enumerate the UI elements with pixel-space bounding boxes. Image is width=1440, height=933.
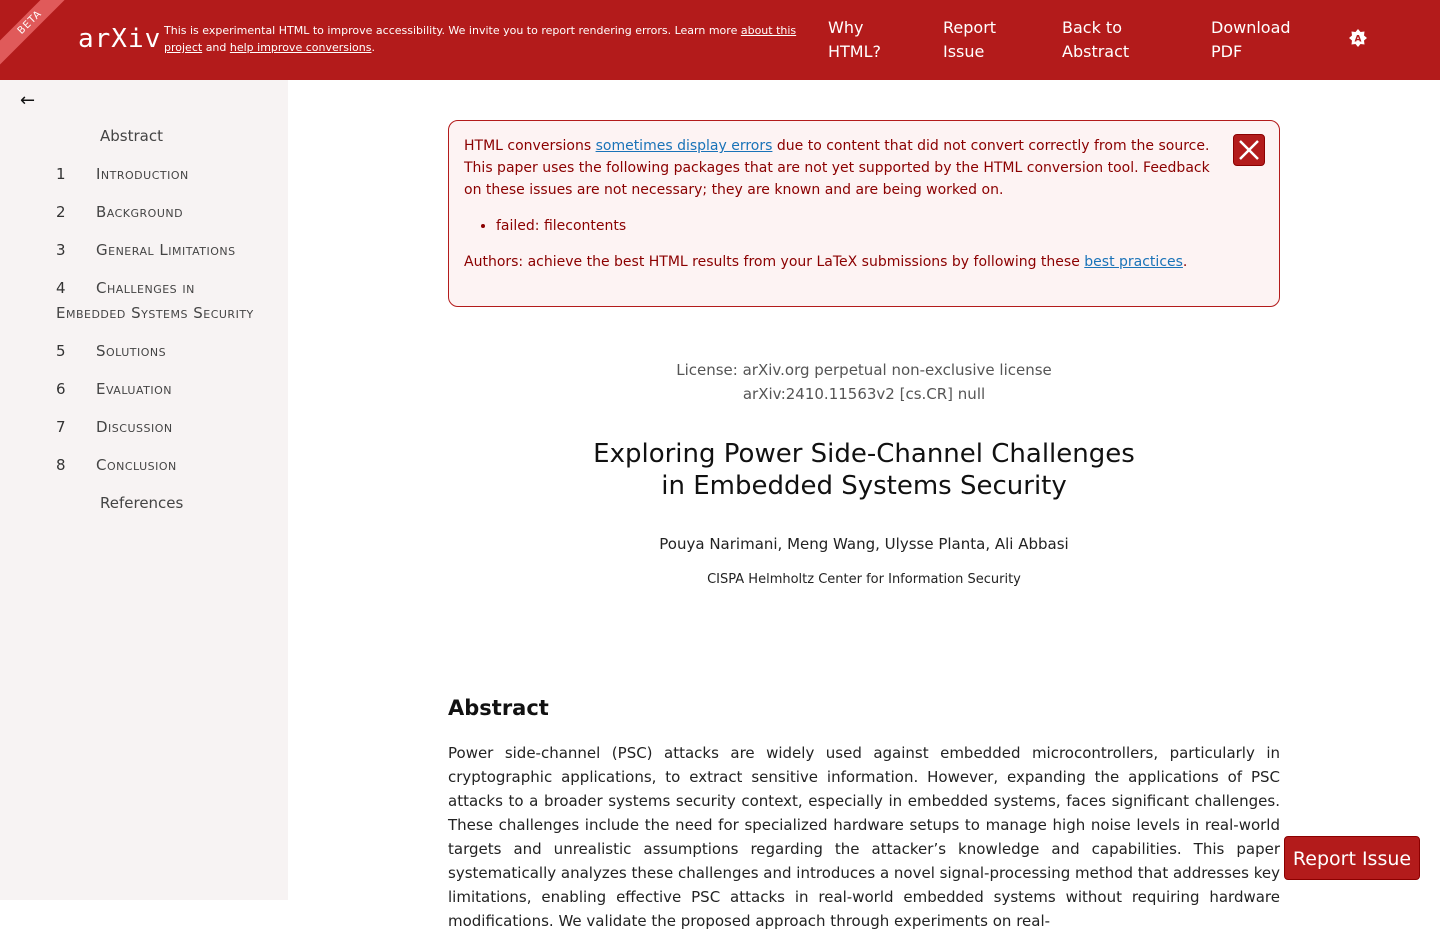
toc-label: Abstract [100,127,163,145]
table-of-contents [56,124,256,529]
arxiv-logo[interactable]: arXiv [78,24,162,54]
arxiv-id: arXiv:2410.11563v2 [cs.CR] null [742,385,986,403]
toc-num: 7 [56,418,66,436]
close-icon [1234,135,1264,165]
toc-label: References [100,494,184,512]
toc-label: Solutions [96,342,167,360]
paper-authors: Pouya Narimani, Meng Wang, Ulysse Planta, Ali Abbasi [659,535,1069,553]
toc-num: 5 [56,342,66,360]
authors-notice: Authors: achieve the best HTML results from your LaTeX submissions by following these best practices. [464,254,1188,270]
notice-paragraph [464,135,1215,201]
toc-item-references[interactable] [56,491,256,516]
header-notice-and: and [205,41,227,54]
paper-meta [448,358,1280,406]
nav-why-html[interactable]: Why HTML? [828,18,882,61]
best-practices-link[interactable]: best practices [1084,254,1183,270]
toc-label: Background [96,203,184,221]
help-improve-link[interactable]: help improve conversions [229,41,372,54]
toc-sidebar [0,80,288,900]
toc-item-solutions[interactable] [56,339,256,364]
toc-num: 3 [56,241,66,259]
toc-label: Challenges in Embedded Systems Security [56,279,254,322]
header-notice-text: This is experimental HTML to improve accessibility. We invite you to report rendering errors. Learn more [164,24,738,37]
toc-label: Discussion [96,418,173,436]
paper-affiliation: CISPA Helmholtz Center for Information Security [707,572,1021,587]
close-notice-button[interactable] [1233,134,1265,166]
toc-num: 6 [56,380,66,398]
abstract-text: Power side-channel (PSC) attacks are widely used against embedded microcontrollers, particularly in cryptographic applications, to extract sensitive information. However, expanding the applications of PSC attacks to a broader systems security context, especially in embedded systems, faces significant challenges. These challenges include the need for specialized hardware setups to manage high noise levels in real-world targets and unrealistic assumptions regarding the attacker’s knowledge and capabilities. This paper systematically analyzes these challenges and introduces a novel signal-processing method that addresses key limitations, enabling effective PSC attacks in real-world embedded systems without requiring hardware modifications. We validate the proposed approach through experiments on real- [448,744,1280,930]
failed-packages-list [496,215,1215,237]
nav-back-to-abstract[interactable]: Back to Abstract [1062,18,1130,61]
toc-num: 2 [56,203,66,221]
failed-package-item: • failed: filecontents [496,215,1215,237]
title-line-2: in Embedded Systems Security [661,471,1067,501]
notice-text-rest: due to content that did not convert correctly from the source. This paper uses the following packages that are not yet supported by the HTML conversion tool. Feedback on these issues are not necessary; they are known and are being worked on. [464,138,1210,198]
report-issue-button[interactable]: Report Issue [1284,836,1420,880]
toc-item-introduction[interactable] [56,162,256,187]
toc-label: Introduction [96,165,189,183]
paper-title [448,438,1280,502]
display-errors-link[interactable]: sometimes display errors [595,138,773,154]
toc-item-general-limitations[interactable] [56,238,256,263]
license-text: License: arXiv.org perpetual non-exclusive license [676,361,1052,379]
beta-label: BETA [0,0,78,71]
toc-item-evaluation[interactable] [56,377,256,402]
toc-num: 4 [56,279,66,297]
toc-num: 8 [56,456,66,474]
about-project-link[interactable]: about this project [164,24,797,54]
theme-toggle-icon[interactable] [1348,28,1368,48]
notice-text-start: HTML conversions [464,138,592,154]
toc-label: Evaluation [96,380,172,398]
collapse-arrow-icon[interactable]: ← [20,90,36,111]
nav-download-pdf[interactable]: Download PDF [1211,18,1291,61]
authors-notice-text: Authors: achieve the best HTML results from your LaTeX submissions by following these [464,254,1080,270]
top-header [0,0,1440,80]
toc-item-discussion[interactable] [56,415,256,440]
header-notice: This is experimental HTML to improve accessibility. We invite you to report rendering errors. Learn more about this project and help improve conversions. [164,24,797,54]
title-line-1: Exploring Power Side-Channel Challenges [593,439,1135,469]
beta-ribbon [0,0,80,80]
nav-report-issue[interactable]: Report Issue [943,18,997,61]
svg-text:A: A [1354,34,1362,45]
conversion-notice [448,120,1280,307]
toc-item-background[interactable] [56,200,256,225]
toc-label: General Limitations [96,241,236,259]
toc-label: Conclusion [96,456,177,474]
toc-num: 1 [56,165,66,183]
toc-item-conclusion[interactable] [56,453,256,478]
toc-item-challenges[interactable] [56,276,256,326]
abstract-heading: Abstract [448,696,549,720]
toc-item-abstract[interactable] [56,124,256,149]
